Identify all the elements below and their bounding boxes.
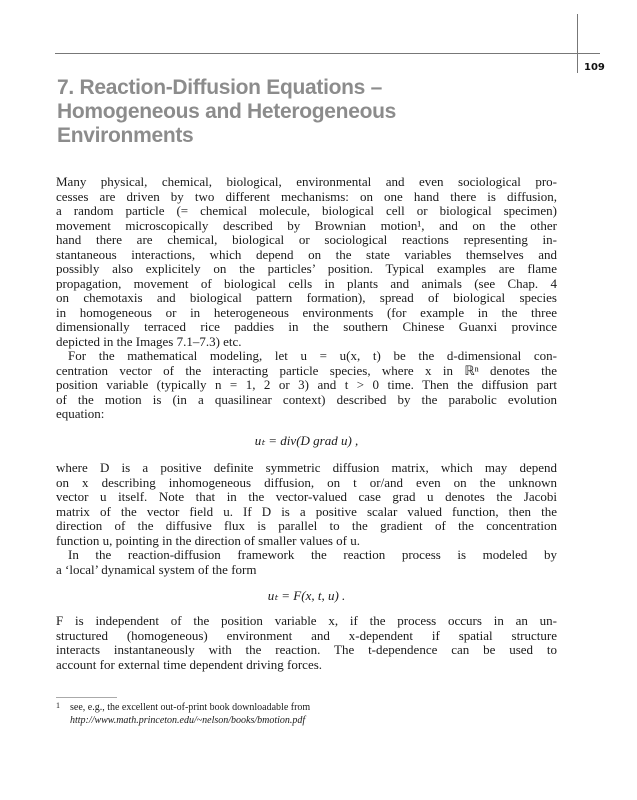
footnote-marker: 1 [56,701,60,710]
body-line: vector u itself. Note that in the vector-valued case grad u denotes the Jacobi [56,489,557,504]
body-line: a ‘local’ dynamical system of the form [56,561,257,577]
body-line: centration vector of the interacting particle species, where x in ℝⁿ denotes the [56,362,557,378]
page-number: 109 [584,62,605,73]
body-line: equation: [56,406,105,421]
header-vertical-rule [577,14,578,73]
body-line: position variable (typically n = 1, 2 or 3) and t > 0 time. Then the diffusion part [56,377,557,392]
body-line: cesses are driven by two different mechanisms: on one hand there is diffusion, [56,188,557,204]
body-line: on x describing inhomogeneous diffusion, on t or/and even on the unknown [56,474,557,490]
chapter-title-line: Homogeneous and Heterogeneous [57,100,397,123]
body-line: a random particle (= chemical molecule, biological cell or biological specimen) [56,203,557,218]
body-line: depicted in the Images 7.1–7.3) etc. [56,333,242,349]
body-line: where D is a positive definite symmetric diffusion matrix, which may depend [56,460,557,475]
body-line: direction of the diffusive flux is parallel to the gradient of the concentration [56,518,557,533]
body-line: propagation, movement of biological cells in plants and animals (see Chap. 4 [56,275,557,291]
equation-diffusion: uₜ = div(D grad u) , [254,433,359,448]
body-line: structured (homogeneous) environment and x-dependent if spatial structure [56,627,557,643]
body-line: dimensionally terraced rice paddies in the southern Chinese Guanxi province [56,319,557,334]
chapter-title-line: 7. Reaction-Diffusion Equations – [57,76,382,99]
body-line: in homogeneous or in heterogeneous environments (for example in the three [56,304,557,320]
body-line: stantaneous interactions, which depend on the state variables themselves and [56,246,557,262]
body-line: on chemotaxis and biological pattern formation), spread of biological species [56,290,557,305]
body-line: In the reaction-diffusion framework the reaction process is modeled by [68,547,557,562]
body-line: interacts instantaneously with the reaction. The t-dependence can be used to [56,642,557,657]
footnote-rule [56,697,117,698]
header-rule [55,53,600,54]
body-line: hand there are chemical, biological or sociological reactions representing in- [56,232,557,247]
body-line: movement microscopically described by Brownian motion¹, and on the other [56,217,557,233]
body-line: account for external time dependent driving forces. [56,656,323,672]
body-line: F is independent of the position variable x, if the process occurs in an un- [56,613,557,628]
equation-reaction: uₜ = F(x, t, u) . [267,588,346,603]
body-line: possibly also explicitely on the particles’ position. Typical examples are flame [56,261,557,276]
body-line: matrix of the vector field u. If D is a positive scalar valued function, then the [56,503,557,519]
body-line: function u, pointing in the direction of smaller values of u. [56,532,360,548]
body-line: For the mathematical modeling, let u = u(x, t) be the d-dimensional con- [68,348,557,363]
chapter-title-line: Environments [57,124,194,147]
body-line: Many physical, chemical, biological, environmental and even sociological pro- [56,174,557,189]
footnote-text: see, e.g., the excellent out-of-print book downloadable from [70,702,311,713]
chapter-title [57,76,396,148]
footnote-link[interactable]: http://www.math.princeton.edu/~nelson/books/bmotion.pdf [70,715,306,726]
body-line: of the motion is (in a quasilinear context) described by the parabolic evolution [56,391,557,407]
